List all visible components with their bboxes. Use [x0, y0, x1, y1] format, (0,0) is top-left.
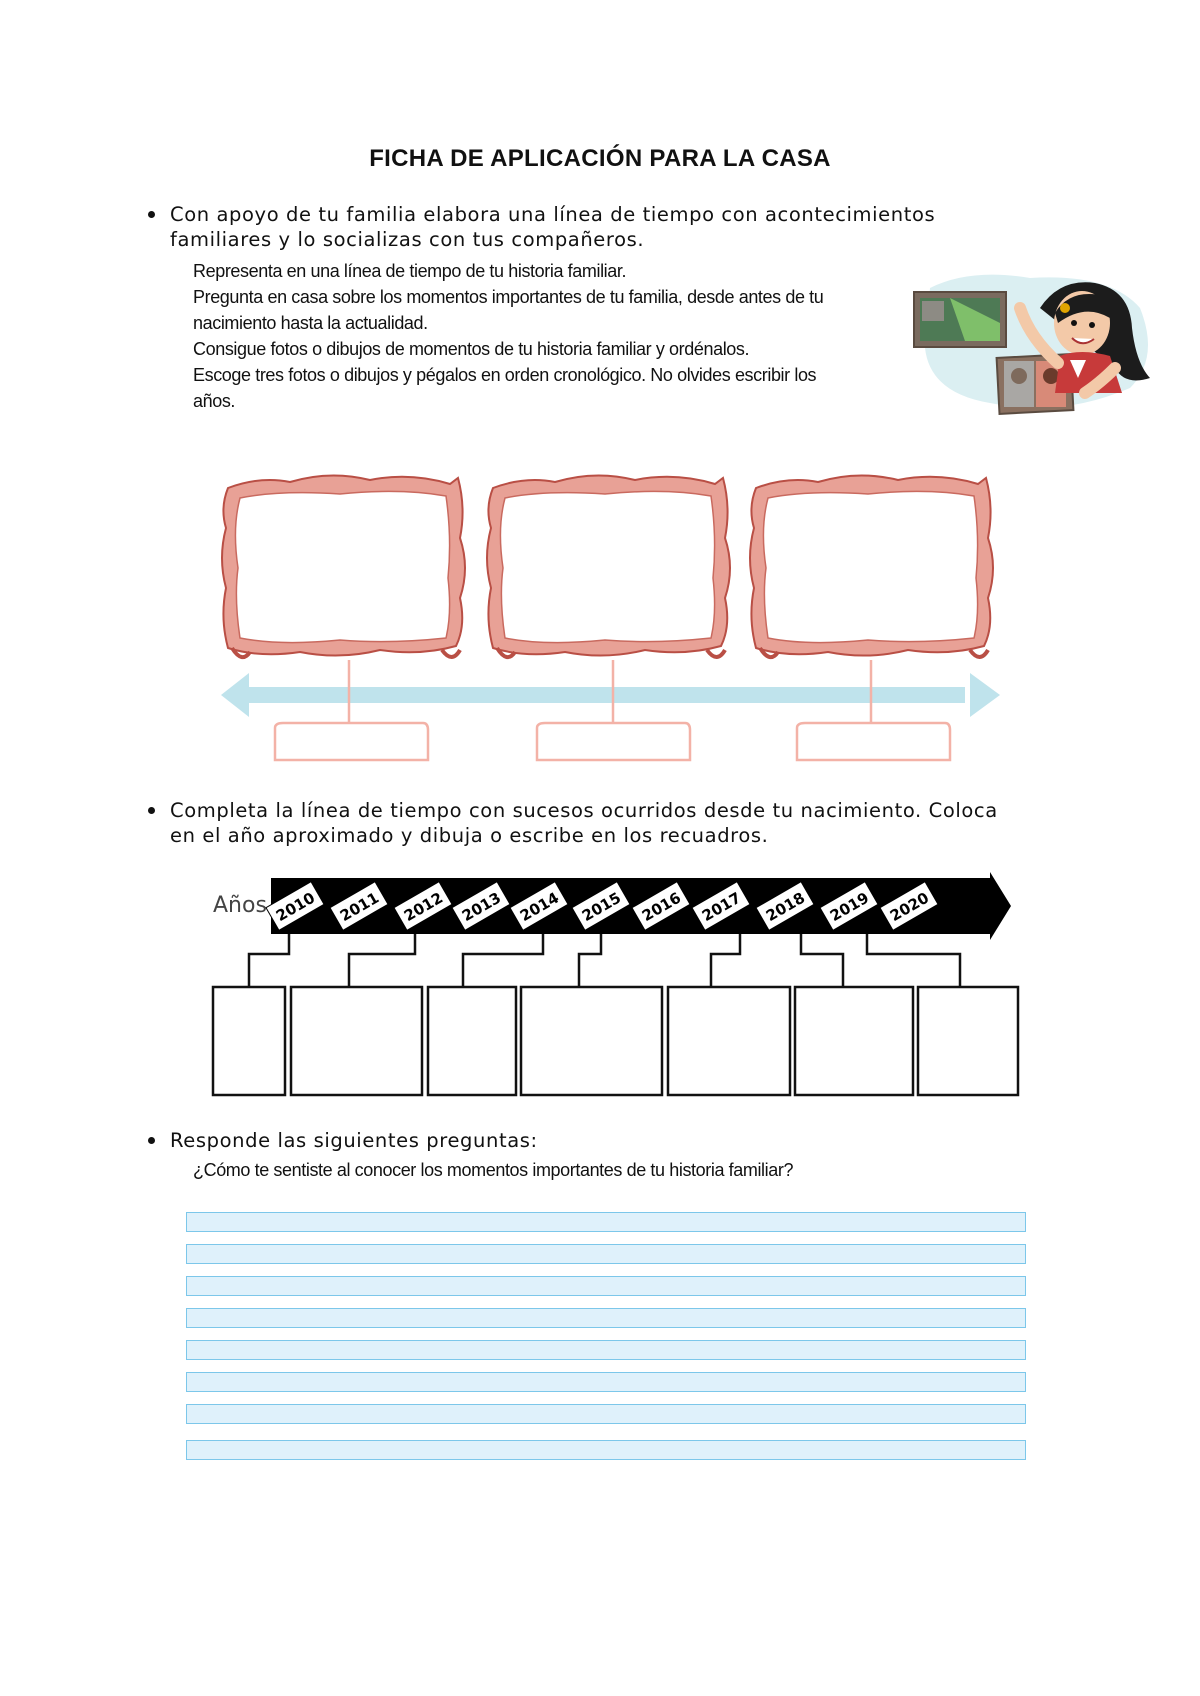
year-label: 2014 — [516, 888, 563, 926]
question-text: ¿Cómo te sentiste al conocer los momentos importantes de tu historia familiar? — [193, 1160, 794, 1180]
year-label: 2016 — [638, 888, 685, 926]
bullet-dot — [148, 211, 155, 218]
event-box[interactable] — [213, 987, 285, 1095]
bullet-item-answer-questions — [170, 1128, 1030, 1153]
event-box[interactable] — [668, 987, 790, 1095]
event-box[interactable] — [428, 987, 516, 1095]
year-label: 2020 — [886, 888, 933, 926]
photo-frame — [750, 475, 993, 657]
bullet-item-complete-timeline — [170, 798, 1030, 848]
page-title: FICHA DE APLICACIÓN PARA LA CASA — [369, 145, 831, 172]
instruction-line: años. — [193, 391, 236, 411]
year-label: 2012 — [400, 888, 447, 926]
instruction-line: Escoge tres fotos o dibujos y pégalos en orden cronológico. No olvides escribir los — [193, 365, 817, 385]
year-label: 2017 — [698, 888, 745, 926]
photo-frame — [487, 475, 730, 657]
photo-frame — [222, 475, 465, 657]
answer-line[interactable] — [186, 1276, 1026, 1296]
year-label: 2015 — [578, 888, 625, 926]
year-label: 2011 — [336, 888, 383, 926]
answer-line[interactable] — [186, 1340, 1026, 1360]
photo-timeline-diagram — [215, 468, 1005, 768]
answer-line[interactable] — [186, 1404, 1026, 1424]
year-label-box[interactable] — [537, 723, 690, 760]
bullet-dot — [148, 1137, 155, 1144]
answer-line[interactable] — [186, 1244, 1026, 1264]
event-box[interactable] — [795, 987, 913, 1095]
event-box[interactable] — [918, 987, 1018, 1095]
event-box[interactable] — [521, 987, 662, 1095]
instruction-line: nacimiento hasta la actualidad. — [193, 313, 428, 333]
years-label: Años — [213, 893, 267, 918]
answer-line[interactable] — [186, 1212, 1026, 1232]
instruction-line: Representa en una línea de tiempo de tu historia familiar. — [193, 261, 627, 281]
instruction-line: Pregunta en casa sobre los momentos importantes de tu familia, desde antes de tu — [193, 287, 824, 307]
answer-line[interactable] — [186, 1372, 1026, 1392]
bullet-text: Completa la línea de tiempo con sucesos ocurridos desde tu nacimiento. Coloca en el año aproximado y dibuja o escribe en los recuadros. — [170, 799, 998, 847]
double-arrow — [221, 673, 1000, 717]
instruction-line: Consigue fotos o dibujos de momentos de tu historia familiar y ordénalos. — [193, 339, 750, 359]
bullet-item-family-timeline — [170, 202, 1030, 252]
year-label-box[interactable] — [797, 723, 950, 760]
years-timeline-diagram — [205, 872, 1025, 1097]
year-label-box[interactable] — [275, 723, 428, 760]
timeline-connectors — [249, 934, 960, 987]
bullet-text: Responde las siguientes preguntas: — [170, 1129, 538, 1152]
instructions-block — [193, 258, 823, 414]
answer-line[interactable] — [186, 1308, 1026, 1328]
event-box[interactable] — [291, 987, 422, 1095]
year-label: 2013 — [458, 888, 505, 926]
year-label: 2010 — [272, 888, 319, 926]
year-label: 2018 — [762, 888, 809, 926]
year-label: 2019 — [826, 888, 873, 926]
bullet-text: Con apoyo de tu familia elabora una línea de tiempo con acontecimientos familiares y lo socializas con tus compañeros. — [170, 203, 936, 251]
answer-line[interactable] — [186, 1440, 1026, 1460]
bullet-dot — [148, 807, 155, 814]
girl-hanging-photos-illustration — [910, 268, 1160, 418]
